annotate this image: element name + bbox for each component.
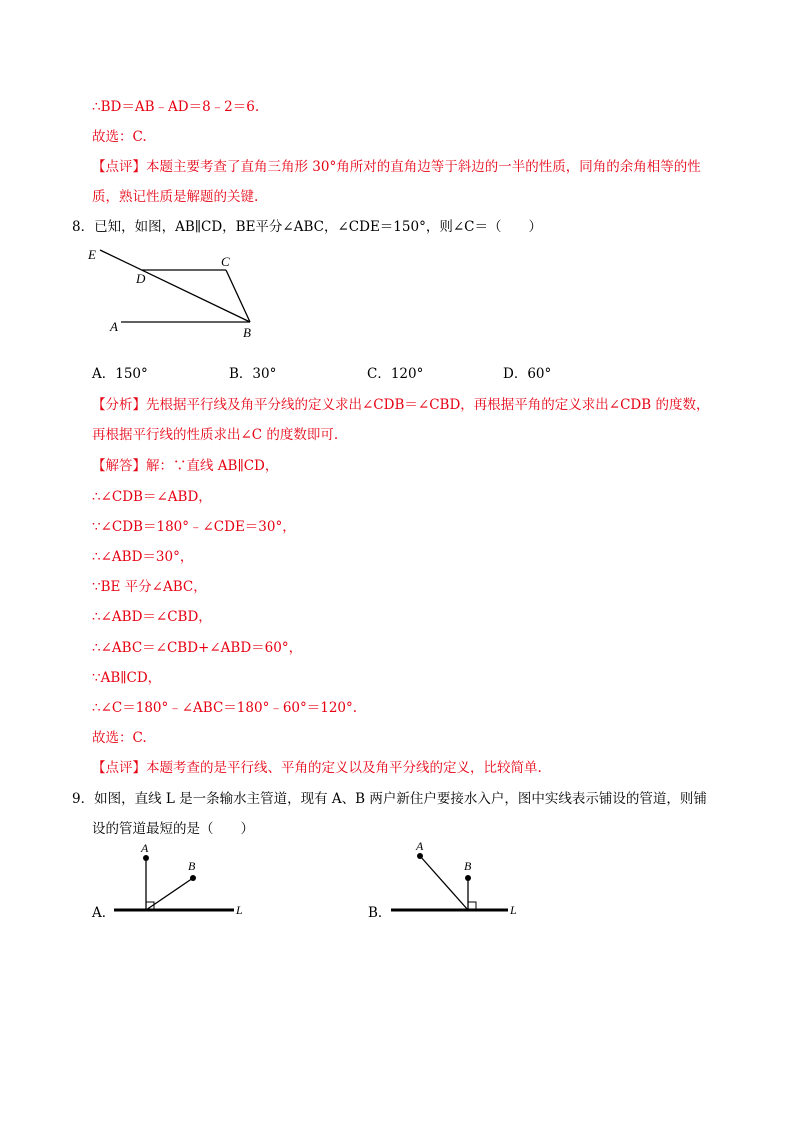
segment-cb [226, 270, 250, 322]
q9-figure-b [384, 838, 544, 928]
q8-step: ∵∠CDB＝180°﹣∠CDE＝30°， [92, 519, 296, 535]
q8-stem: 8．已知，如图，AB∥CD，BE平分∠ABC，∠CDE＝150°，则∠C＝（ ） [72, 219, 542, 235]
q8-option-a: A．150° [92, 366, 148, 382]
label-b: B [464, 859, 472, 873]
q8-solution-intro: 【解答】解：∵直线 AB∥CD， [92, 458, 279, 474]
q8-step: ∴∠ABD＝30°， [92, 549, 194, 565]
q9-option-a-label: A． [92, 905, 116, 921]
q8-step: ∴∠CDB＝∠ABD， [92, 489, 212, 505]
q9-option-b-label: B． [368, 905, 392, 921]
prev-answer: 故选：C. [92, 129, 147, 145]
prev-review-line2: 质，熟记性质是解题的关键. [92, 189, 259, 205]
label-a: A [110, 319, 118, 334]
q8-option-c: C．120° [367, 366, 424, 382]
point-b [190, 875, 196, 881]
label-d: D [136, 271, 146, 286]
q8-figure [84, 245, 284, 345]
pipe-a [420, 856, 468, 910]
point-a [417, 853, 423, 859]
label-b: B [188, 859, 196, 873]
q8-step: ∵BE 平分∠ABC， [92, 579, 207, 595]
q8-step: ∴∠ABC＝∠CBD+∠ABD＝60°， [92, 640, 303, 656]
label-c: C [221, 254, 230, 269]
point-b [465, 875, 471, 881]
q8-step: ∴∠C＝180°﹣∠ABC＝180°﹣60°＝120°. [92, 700, 358, 716]
label-l: L [510, 903, 517, 917]
pipe-b [146, 878, 193, 910]
q8-step: ∵AB∥CD， [92, 670, 162, 686]
q8-analysis-line1: 【分析】先根据平行线及角平分线的定义求出∠CDB＝∠CBD，再根据平角的定义求出∠CDB 的度数， [92, 397, 710, 413]
label-a: A [141, 841, 149, 855]
prev-conclusion: ∴BD＝AB﹣AD＝8﹣2＝6. [92, 99, 260, 115]
q8-step: ∴∠ABD＝∠CBD， [92, 609, 212, 625]
q8-analysis-line2: 再根据平行线的性质求出∠C 的度数即可. [92, 427, 339, 443]
prev-review-line1: 【点评】本题主要考查了直角三角形 30°角所对的直角边等于斜边的一半的性质，同角的余角相等的性 [92, 159, 701, 175]
q8-option-d: D．60° [503, 366, 552, 382]
point-a [143, 855, 149, 861]
q9-stem-line2: 设的管道最短的是（ ） [92, 821, 254, 837]
label-b: B [243, 325, 251, 340]
label-e: E [88, 247, 96, 262]
q9-figure-a [108, 838, 268, 928]
label-l: L [236, 903, 243, 917]
q8-answer: 故选：C. [92, 730, 147, 746]
label-a: A [416, 839, 424, 853]
q8-review: 【点评】本题考查的是平行线、平角的定义以及角平分线的定义，比较简单. [92, 760, 542, 776]
q9-stem-line1: 9．如图，直线 L 是一条输水主管道，现有 A、B 两户新住户要接水入户，图中实线表示铺设的管道，则铺 [72, 791, 707, 807]
q8-option-b: B．30° [229, 366, 277, 382]
